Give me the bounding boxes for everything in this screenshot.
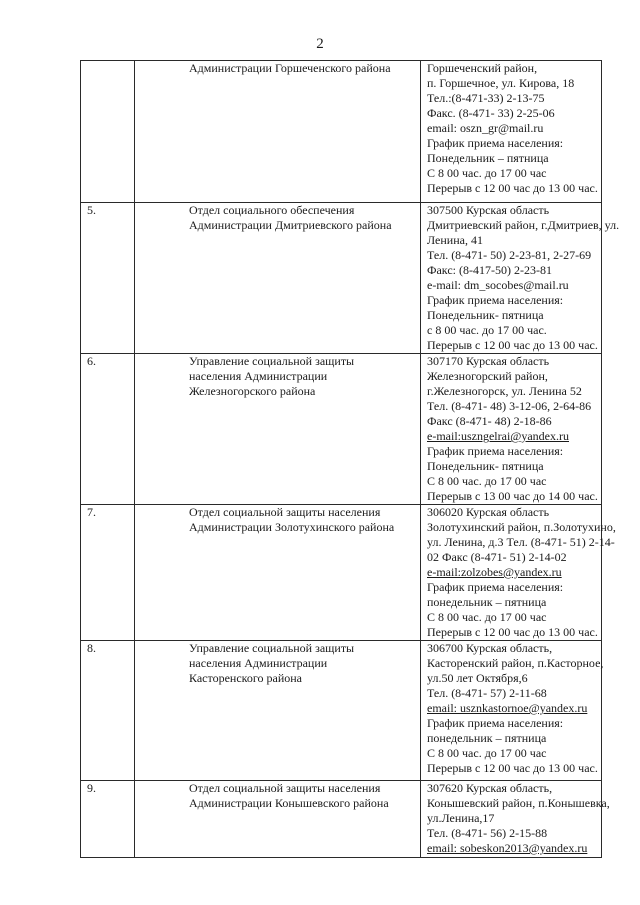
- office-name: [135, 203, 421, 354]
- contact-line: Горшеченский район,: [427, 61, 538, 75]
- row-number: 9.: [81, 781, 135, 858]
- contact-line: Тел. (8-471- 56) 2-15-88: [427, 826, 548, 840]
- table-row: [81, 641, 602, 781]
- contact-line: 307620 Курская область,: [427, 781, 553, 795]
- office-name-line: Касторенского района: [189, 671, 302, 685]
- row-number: 7.: [81, 505, 135, 641]
- table-row: [81, 354, 602, 505]
- email-line: email: usznkastornoe@yandex.ru: [427, 701, 588, 715]
- contact-line: С 8 00 час. до 17 00 час: [427, 474, 547, 488]
- office-name-line: Управление социальной защиты: [189, 641, 355, 655]
- office-name-line: Железногорского района: [189, 384, 316, 398]
- contact-line: 306020 Курская область: [427, 505, 550, 519]
- contact-line: График приема населения:: [427, 716, 564, 730]
- contact-line: 02 Факс (8-471- 51) 2-14-02: [427, 550, 567, 564]
- contact-line: Конышевский район, п.Конышевка,: [427, 796, 610, 810]
- office-name-line: Администрации Золотухинского района: [189, 520, 395, 534]
- contact-line: С 8 00 час. до 17 00 час: [427, 610, 547, 624]
- office-name: [135, 354, 421, 505]
- email-line: e-mail: dm_socobes@mail.ru: [427, 278, 569, 292]
- office-contact: [421, 505, 616, 641]
- contact-line: Золотухинский район, п.Золотухино,: [427, 520, 616, 534]
- contact-line: График приема населения:: [427, 136, 564, 150]
- contact-line: 307170 Курская область: [427, 354, 550, 368]
- office-contact: [421, 781, 610, 858]
- office-name-line: Администрации Горшеченского района: [189, 61, 391, 75]
- contact-line: Перерыв с 12 00 час до 13 00 час.: [427, 761, 598, 775]
- contact-line: Перерыв с 12 00 час до 13 00 час.: [427, 181, 598, 195]
- contact-line: Факс. (8-471- 33) 2-25-06: [427, 106, 555, 120]
- office-name: [135, 505, 421, 641]
- contact-line: С 8 00 час. до 17 00 час: [427, 166, 547, 180]
- row-number: 6.: [81, 354, 135, 505]
- contact-line: понедельник – пятница: [427, 595, 547, 609]
- contact-line: Тел. (8-471- 57) 2-11-68: [427, 686, 547, 700]
- row-number: 5.: [81, 203, 135, 354]
- table-body: [81, 61, 620, 858]
- contact-line: Понедельник – пятница: [427, 151, 549, 165]
- table-row: [81, 781, 602, 858]
- contact-line: С 8 00 час. до 17 00 час: [427, 746, 547, 760]
- contact-line: Перерыв с 13 00 час до 14 00 час.: [427, 489, 598, 503]
- row-number: 8.: [81, 641, 135, 781]
- contact-line: Понедельник- пятница: [427, 308, 544, 322]
- contact-line: Факс: (8-417-50) 2-23-81: [427, 263, 552, 277]
- contact-line: Тел. (8-471- 48) 3-12-06, 2-64-86: [427, 399, 592, 413]
- office-contact: [421, 641, 602, 781]
- email-line: e-mail:zolzobes@yandex.ru: [427, 565, 562, 579]
- contact-line: 307500 Курская область: [427, 203, 550, 217]
- contact-line: Перерыв с 12 00 час до 13 00 час.: [427, 338, 598, 352]
- contact-line: ул.Ленина,17: [427, 811, 495, 825]
- social-protection-offices-table: [80, 60, 620, 858]
- email-line: email: sobeskon2013@yandex.ru: [427, 841, 588, 855]
- office-name-line: Отдел социальной защиты населения: [189, 781, 381, 795]
- row-number: [81, 61, 135, 203]
- contact-line: Перерыв с 12 00 час до 13 00 час.: [427, 625, 598, 639]
- contact-line: п. Горшечное, ул. Кирова, 18: [427, 76, 575, 90]
- table-row: [81, 505, 602, 641]
- contact-line: Дмитриевский район, г.Дмитриев, ул.: [427, 218, 620, 232]
- contact-line: 306700 Курская область,: [427, 641, 553, 655]
- email-line: e-mail:uszngelrai@yandex.ru: [427, 429, 569, 443]
- email-line: email: oszn_gr@mail.ru: [427, 121, 544, 135]
- office-name: [135, 61, 421, 203]
- contact-line: График приема населения:: [427, 293, 564, 307]
- office-name-line: Администрации Дмитриевского района: [189, 218, 392, 232]
- contact-line: График приема населения:: [427, 580, 564, 594]
- office-name: [135, 781, 421, 858]
- contact-line: Понедельник- пятница: [427, 459, 544, 473]
- contact-line: г.Железногорск, ул. Ленина 52: [427, 384, 582, 398]
- contact-line: с 8 00 час. до 17 00 час.: [427, 323, 547, 337]
- table-row: [81, 203, 602, 354]
- contact-line: Касторенский район, п.Касторное,: [427, 656, 604, 670]
- office-contact: [421, 61, 602, 203]
- contact-line: График приема населения:: [427, 444, 564, 458]
- office-name-line: населения Администрации: [189, 656, 328, 670]
- contact-line: Тел.:(8-471-33) 2-13-75: [427, 91, 545, 105]
- page-number: 2: [316, 36, 324, 52]
- contact-line: ул.50 лет Октября,6: [427, 671, 528, 685]
- contact-line: Тел. (8-471- 50) 2-23-81, 2-27-69: [427, 248, 592, 262]
- office-contact: [421, 354, 602, 505]
- office-name: [135, 641, 421, 781]
- contact-line: понедельник – пятница: [427, 731, 547, 745]
- contact-line: Железногорский район,: [427, 369, 548, 383]
- office-name-line: населения Администрации: [189, 369, 328, 383]
- contact-line: Ленина, 41: [427, 233, 483, 247]
- contact-line: ул. Ленина, д.3 Тел. (8-471- 51) 2-14-: [427, 535, 615, 549]
- office-name-line: Администрации Конышевского района: [189, 796, 389, 810]
- office-name-line: Управление социальной защиты: [189, 354, 355, 368]
- office-contact: [421, 203, 620, 354]
- office-name-line: Отдел социальной защиты населения: [189, 505, 381, 519]
- table-row: [81, 61, 602, 203]
- office-name-line: Отдел социального обеспечения: [189, 203, 355, 217]
- contact-line: Факс (8-471- 48) 2-18-86: [427, 414, 552, 428]
